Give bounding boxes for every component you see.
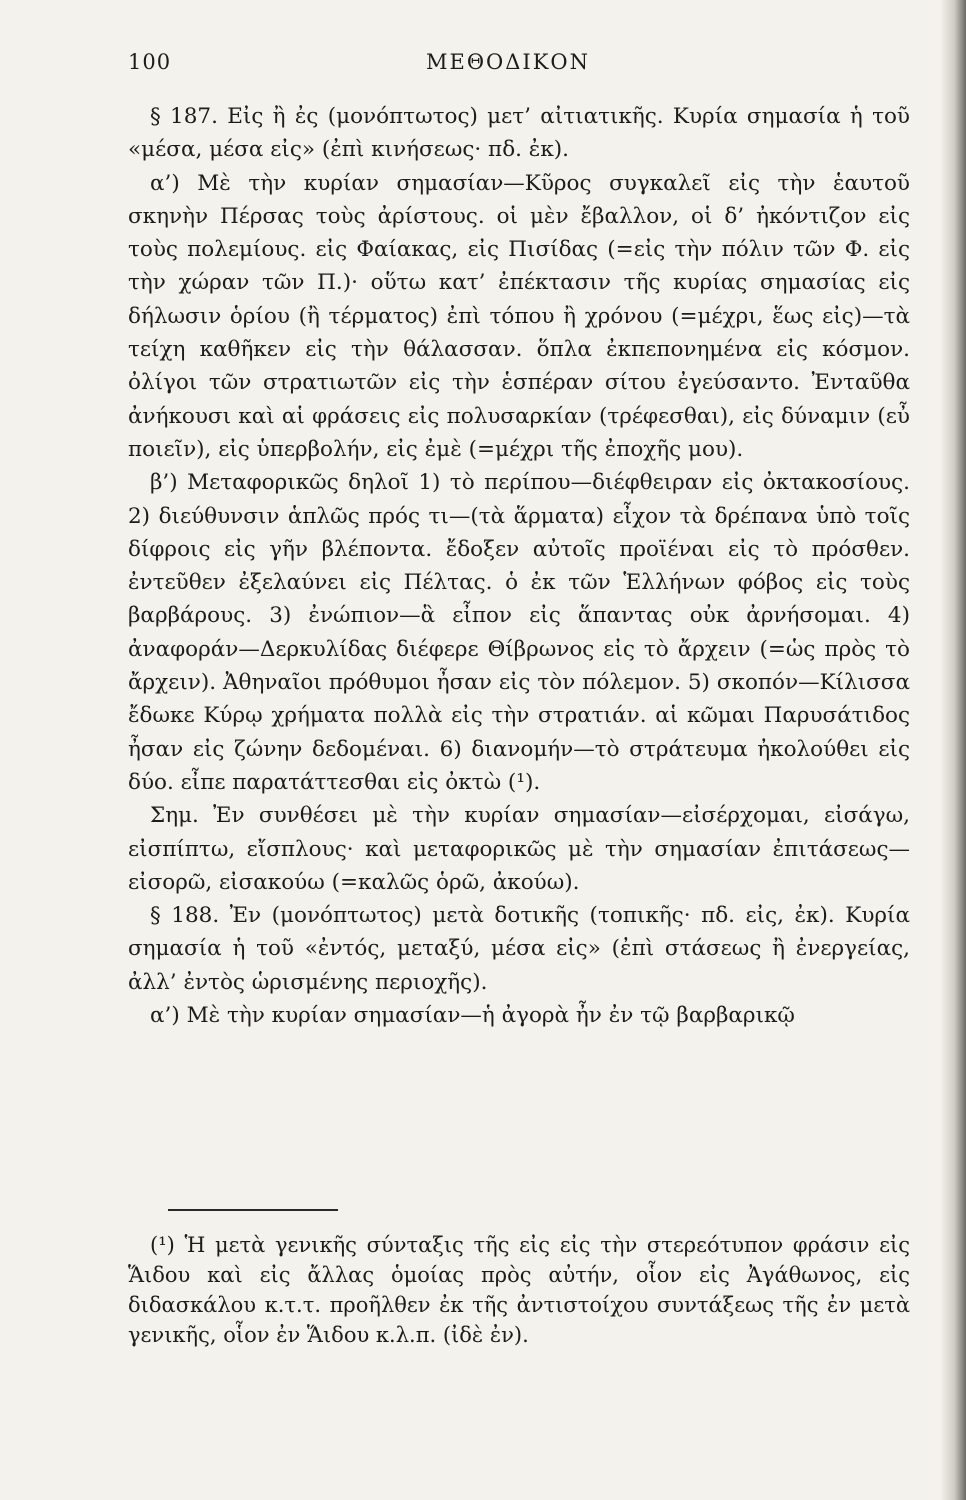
main-text <box>128 100 910 1032</box>
paragraph-187-note: Σημ. Ἐν συνθέσει μὲ τὴν κυρίαν σημασίαν—εἰσέρχομαι, εἰσάγω, εἰσπίπτω, εἴσπλους· καὶ μεταφορικῶς μὲ τὴν σημασίαν ἐπιτάσεως—εἰσορῶ, εἰσακούω (=καλῶς ὁρῶ, ἀκούω). <box>128 803 910 895</box>
footnote-text: (¹) Ἡ μετὰ γενικῆς σύνταξις τῆς εἰς εἰς τὴν στερεότυπον φράσιν εἰς Ἅιδου καὶ εἰς ἄλλας ὁμοίας πρὸς αὐτήν, οἷον εἰς Ἀγάθωνος, εἰς διδασκάλου κ.τ.τ. προῆλθεν ἐκ τῆς ἀντιστοίχου συντάξεως τῆς ἐν μετὰ γενικῆς, οἷον ἐν Ἅιδου κ.λ.π. (ἰδὲ ἐν). <box>128 1233 910 1347</box>
page-number: 100 <box>128 50 172 74</box>
paragraph-187-heading: § 187. Εἰς ἢ ἐς (μονόπτωτος) μετ’ αἰτιατικῆς. Κυρία σημασία ἡ τοῦ «μέσα, μέσα εἰς» (ἐπὶ κινήσεως· πδ. ἐκ). <box>128 104 910 163</box>
footnote <box>128 1230 910 1350</box>
footnote-divider <box>168 1209 338 1211</box>
paragraph-187-alpha: α’) Μὲ τὴν κυρίαν σημασίαν—Κῦρος συγκαλεῖ εἰς τὴν ἑαυτοῦ σκηνὴν Πέρσας τοὺς ἀρίστους. οἱ μὲν ἔβαλλον, οἱ δ’ ἠκόντιζον εἰς τοὺς πολεμίους. εἰς Φαίακας, εἰς Πισίδας (=εἰς τὴν πόλιν τῶν Φ. εἰς τὴν χώραν τῶν Π.)· οὕτω κατ’ ἐπέκτασιν τῆς κυρίας σημασίας εἰς δήλωσιν ὁρίου (ἢ τέρματος) ἐπὶ τόπου ἢ χρόνου (=μέχρι, ἕως εἰς)—τὰ τείχη καθῆκεν εἰς τὴν θάλασσαν. ὅπλα ἐκπεπονημένα εἰς κόσμον. ὀλίγοι τῶν στρατιωτῶν εἰς τὴν ἑσπέραν σίτου ἐγεύσαντο. Ἐνταῦθα ἀνήκουσι καὶ αἱ φράσεις εἰς πολυσαρκίαν (τρέφεσθαι), εἰς δύναμιν (εὖ ποιεῖν), εἰς ὑπερβολήν, εἰς ἐμὲ (=μέχρι τῆς ἐποχῆς μου). <box>128 170 910 462</box>
running-title: ΜΕΘΟΔΙΚΟΝ <box>425 50 590 74</box>
paragraph-188-alpha: α’) Μὲ τὴν κυρίαν σημασίαν—ἡ ἀγορὰ ἦν ἐν τῷ βαρβαρικῷ <box>150 1003 795 1029</box>
page-header <box>128 50 888 90</box>
paragraph-187-beta: β’) Μεταφορικῶς δηλοῖ 1) τὸ περίπου—διέφθειραν εἰς ὀκτακοσίους. 2) διεύθυνσιν ἁπλῶς πρός τι—(τὰ ἅρματα) εἶχον τὰ δρέπανα ὑπὸ τοῖς δίφροις εἰς γῆν βλέποντα. ἔδοξεν αὐτοῖς προϊέναι εἰς τὸ πρόσθεν. ἐντεῦθεν ἐξελαύνει εἰς Πέλτας. ὁ ἐκ τῶν Ἑλλήνων φόβος εἰς τοὺς βαρβάρους. 3) ἐνώπιον—ἃ εἶπον εἰς ἅπαντας οὐκ ἀρνήσομαι. 4) ἀναφοράν—Δερκυλίδας διέφερε Θίβρωνος εἰς τὸ ἄρχειν (=ὡς πρὸς τὸ ἄρχειν). Ἀθηναῖοι πρόθυμοι ἦσαν εἰς τὸν πόλεμον. 5) σκοπόν—Κίλισσα ἔδωκε Κύρῳ χρήματα πολλὰ εἰς τὴν στρατιάν. αἱ κῶμαι Παρυσάτιδος ἦσαν εἰς ζώνην δεδομέναι. 6) διανομήν—τὸ στράτευμα ἠκολούθει εἰς δύο. εἶπε παρατάττεσθαι εἰς ὀκτὼ (¹). <box>128 470 910 795</box>
page-spine-shadow <box>940 0 966 1500</box>
paragraph-188-heading: § 188. Ἐν (μονόπτωτος) μετὰ δοτικῆς (τοπικῆς· πδ. εἰς, ἐκ). Κυρία σημασία ἡ τοῦ «ἐντός, μεταξύ, μέσα εἰς» (ἐπὶ στάσεως ἢ ἐνεργείας, ἀλλ’ ἐντὸς ὡρισμένης περιοχῆς). <box>128 903 910 995</box>
